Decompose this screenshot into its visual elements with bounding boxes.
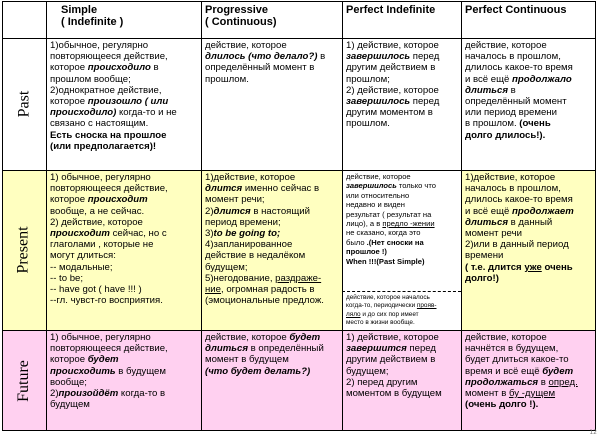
text-line: или период времени xyxy=(465,107,557,119)
text-run-emphasis: происходит xyxy=(87,194,148,206)
text-line: 1) обычное, регулярно xyxy=(50,332,151,343)
text-line: действие в недалёком xyxy=(205,250,306,262)
text-line-bold: прошлое !) xyxy=(346,247,387,257)
text-run: которое xyxy=(50,62,88,74)
text-run-emphasis: длится xyxy=(205,183,243,195)
text-line: длилось какое-то время xyxy=(465,194,573,206)
text-line: будущем; xyxy=(205,261,248,273)
text-line: --гл. чувст-го восприятия. xyxy=(50,295,163,307)
text-run: в xyxy=(317,51,326,63)
text-run: перед xyxy=(406,343,437,355)
text-run: в xyxy=(150,62,159,74)
text-line: начнётся в будущем, xyxy=(465,343,559,355)
text-run-emphasis: завершится xyxy=(346,343,407,355)
text-line: определённый момент в xyxy=(205,62,315,74)
text-line: времени xyxy=(465,250,504,262)
text-run-underlined: бу -дущем xyxy=(508,388,556,400)
cell-past-simple xyxy=(46,38,201,170)
text-run-emphasis: длиться xyxy=(465,84,508,96)
header-progressive xyxy=(201,1,342,38)
text-run-underlined: ляло xyxy=(346,310,361,318)
text-run-bold: (очень xyxy=(519,118,551,130)
text-line: связано с настоящим. xyxy=(50,118,149,130)
text-run-bold: очень xyxy=(541,261,573,273)
text-line: момент речи xyxy=(465,228,522,240)
cell-past-perfect-continuous xyxy=(461,38,596,170)
text-run-emphasis: происходить xyxy=(50,365,116,377)
text-run-emphasis: продолжает xyxy=(512,205,574,217)
text-run: действие, которое xyxy=(205,332,290,343)
text-line-bold: (очень долго !). xyxy=(465,399,539,411)
text-line-bold: долго длилось!). xyxy=(465,129,546,141)
cell-future-perfect xyxy=(342,330,461,431)
text-run-underlined: прояв- xyxy=(416,302,437,310)
header-simple xyxy=(46,1,201,38)
text-run: в xyxy=(507,84,516,96)
cell-present-simple xyxy=(46,170,201,330)
text-line: или относительно xyxy=(346,190,410,200)
text-run-emphasis: происходит xyxy=(50,228,110,240)
text-line: вообще; xyxy=(50,376,87,388)
header-progressive-title: Progressive xyxy=(205,4,268,16)
text-line: будущем xyxy=(50,399,90,411)
text-line: моментом в будущем xyxy=(346,388,442,400)
text-line: определённый момент xyxy=(465,96,567,108)
text-run: именно сейчас в xyxy=(242,183,320,195)
text-run-underlined: ние xyxy=(205,284,221,296)
text-line: 1) действие, которое xyxy=(346,40,439,51)
text-run-emphasis: происходило xyxy=(87,62,151,74)
text-line: действие, которое xyxy=(346,172,411,181)
text-line: 2) действие, которое xyxy=(50,216,143,228)
text-run-underlined: опред. xyxy=(548,376,578,388)
text-run-emphasis: будет xyxy=(289,332,321,343)
cell-future-simple xyxy=(46,330,201,431)
text-line: могут длиться: xyxy=(50,250,116,262)
page-watermark: 12 xyxy=(589,429,597,436)
text-run: время и всё ещё xyxy=(465,365,543,377)
text-line: длилось какое-то время xyxy=(465,62,573,74)
text-line: действие, которое xyxy=(465,332,547,343)
row-label-past-text: Past xyxy=(14,90,32,118)
text-run: когда-то, периодически xyxy=(346,302,417,310)
text-line: другим действием в xyxy=(346,354,436,366)
header-simple-subtitle: ( Indefinite ) xyxy=(61,16,124,28)
grid-line xyxy=(2,38,596,39)
text-line: 1) действие, которое xyxy=(346,332,439,343)
text-run: 3) xyxy=(205,228,214,240)
text-run: в определённый xyxy=(247,343,324,355)
cell-past-perfect xyxy=(342,38,461,170)
text-line: не сказано, когда это xyxy=(346,228,421,238)
text-line: момент речи; xyxy=(205,194,265,206)
text-line: другим действием в xyxy=(346,62,436,74)
grid-line xyxy=(595,1,596,431)
grid-line xyxy=(201,1,202,431)
text-line-bold: (или предполагается)! xyxy=(50,140,157,152)
text-line: прошлом вообще; xyxy=(50,73,131,85)
text-run: лицо), а в xyxy=(346,219,383,229)
text-run: и до сих пор имеет xyxy=(360,310,419,318)
text-line: -- модальные; xyxy=(50,261,113,273)
text-run: перед xyxy=(410,96,440,108)
text-run: которое xyxy=(50,96,88,108)
text-line: недавно и виден xyxy=(346,200,405,210)
text-line: прошлом. xyxy=(205,73,249,85)
text-run-bold: .(Нет сноски на xyxy=(366,237,424,247)
text-run-underlined: уже xyxy=(524,261,542,273)
text-run-emphasis: произойдёт xyxy=(58,388,119,400)
text-run-underlined: предло -жении xyxy=(382,219,435,229)
text-run: когда-то в xyxy=(118,388,166,400)
text-run-emphasis: завершилось xyxy=(346,181,397,191)
header-perfect-continuous: Perfect Continuous xyxy=(465,4,567,16)
text-line: место в жизни вообще. xyxy=(346,319,415,327)
text-line: 2)однократное действие, xyxy=(50,84,162,96)
text-run: было xyxy=(346,237,367,247)
text-line: 1)действие, которое xyxy=(465,172,556,183)
header-perfect-indefinite: Perfect Indefinite xyxy=(346,4,436,16)
text-run-emphasis: длится xyxy=(213,205,251,217)
text-run-emphasis: будет xyxy=(87,354,119,366)
text-run-bold: ( т.е. длится xyxy=(465,261,525,273)
text-line: будет длиться какое-то xyxy=(465,354,569,366)
text-line: момент в будущем xyxy=(205,354,289,366)
row-label-past xyxy=(2,38,46,170)
cell-present-perfect-continuous xyxy=(461,170,596,330)
text-run-emphasis: продолжало xyxy=(512,73,572,85)
text-run: которое xyxy=(50,194,88,206)
cell-future-progressive xyxy=(201,330,342,431)
text-run: перед xyxy=(410,51,440,63)
text-line-bold: долго!) xyxy=(465,272,499,284)
text-run: , огромная радость в xyxy=(221,284,315,296)
text-line: будущем; xyxy=(346,365,389,377)
text-run-emphasis: происходило) xyxy=(50,107,117,119)
text-line: прошлом; xyxy=(346,73,390,85)
grid-line xyxy=(2,330,596,331)
tenses-table xyxy=(2,1,596,431)
cell-present-progressive xyxy=(201,170,342,330)
text-line: 4)запланированное xyxy=(205,239,293,251)
text-line-bold: Есть сноска на прошлое xyxy=(50,129,167,141)
text-run: сейчас, но с xyxy=(109,228,167,240)
text-run-emphasis: длилось (что делало?) xyxy=(205,51,318,63)
text-run: и всё ещё xyxy=(465,73,513,85)
text-run-emphasis: произошло ( или xyxy=(87,96,169,108)
text-line: (эмоциональные предлож. xyxy=(205,295,324,307)
text-run-underlined: раздраже- xyxy=(275,272,322,284)
text-run: только что xyxy=(396,181,437,191)
text-line: прошлом. xyxy=(346,118,390,130)
text-run: когда-то и не xyxy=(116,107,177,119)
header-simple-title: Simple xyxy=(61,4,98,16)
text-run: в данный xyxy=(507,216,553,228)
text-run-emphasis: to be going to; xyxy=(213,228,281,240)
text-run-emphasis: завершилось xyxy=(346,96,411,108)
grid-line xyxy=(2,170,596,171)
text-line: действие, которое xyxy=(465,40,547,51)
text-run-emphasis: продолжаться xyxy=(465,376,539,388)
text-line-bold: When !!!(Past Simple) xyxy=(346,256,425,266)
text-line: результат ( результат на xyxy=(346,209,432,219)
cell-present-perfect-extra xyxy=(342,292,461,330)
text-line: действие, которое началось xyxy=(346,294,430,301)
text-run-emphasis: завершилось xyxy=(346,51,411,63)
text-line-emphasis: (что будет делать?) xyxy=(205,365,311,377)
cell-past-progressive xyxy=(201,38,342,170)
row-label-present-text: Present xyxy=(15,226,33,274)
grid-line xyxy=(2,1,596,2)
grid-line xyxy=(342,1,343,431)
text-run: в xyxy=(538,376,549,388)
text-line: 2) перед другим xyxy=(346,376,418,388)
text-line: повторяющееся действие, xyxy=(50,183,168,195)
text-run: момент в xyxy=(465,388,509,400)
grid-line xyxy=(2,1,3,431)
text-line: другим моментом в xyxy=(346,107,433,119)
text-line: началось в прошлом, xyxy=(465,183,561,195)
row-label-future xyxy=(2,330,46,431)
text-run: в будущем xyxy=(115,365,166,377)
text-line: повторяющееся действие, xyxy=(50,51,168,63)
text-line: -- have got ( have !!! ) xyxy=(50,284,142,296)
grid-line xyxy=(2,430,596,431)
text-line: глаголами , которые не xyxy=(50,239,154,251)
header-progressive-subtitle: ( Continuous) xyxy=(205,16,277,28)
text-line: 1)обычное, регулярно xyxy=(50,40,149,51)
text-line: 2) действие, которое xyxy=(346,84,439,96)
text-run: и всё ещё xyxy=(465,205,513,217)
text-run-emphasis: длиться xyxy=(205,343,248,355)
text-line: -- to be; xyxy=(50,272,84,284)
text-run: в настоящий xyxy=(250,205,310,217)
text-line: действие, которое xyxy=(205,40,287,51)
cell-future-perfect-continuous xyxy=(461,330,596,431)
text-line: 1) обычное, регулярно xyxy=(50,172,151,183)
grid-line xyxy=(461,1,462,431)
row-label-future-text: Future xyxy=(15,359,32,402)
text-run: 2) xyxy=(205,205,214,217)
text-run: 5)негодование, xyxy=(205,272,276,284)
text-run: которое xyxy=(50,354,88,366)
text-run-emphasis: будет xyxy=(542,365,574,377)
text-line: 2)или в данный период xyxy=(465,239,569,251)
text-run: 2) xyxy=(50,388,59,400)
grid-line xyxy=(46,1,47,431)
text-line: повторяющееся действие, xyxy=(50,343,168,355)
text-line: период времени; xyxy=(205,216,281,228)
text-run-emphasis: длиться xyxy=(465,216,508,228)
text-run: в прошлом. xyxy=(465,118,520,130)
row-label-present xyxy=(2,170,46,330)
text-line: 1)действие, которое xyxy=(205,172,296,183)
text-line: вообще, а не сейчас. xyxy=(50,205,145,217)
text-line: началось в прошлом, xyxy=(465,51,561,63)
